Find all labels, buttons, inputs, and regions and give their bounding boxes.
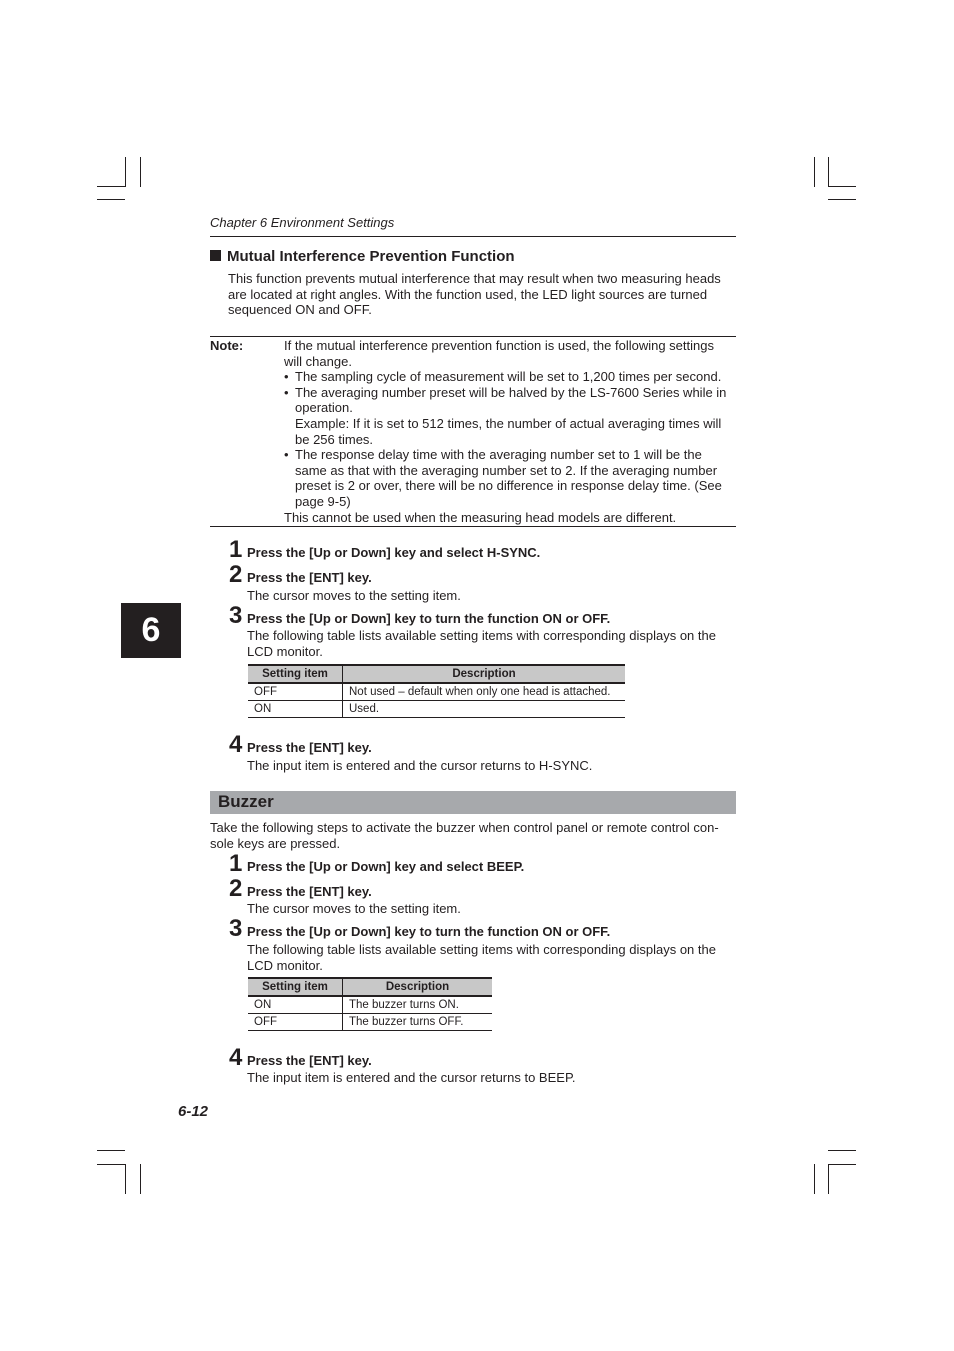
step-number: 4: [229, 731, 243, 758]
table-header-cell: Setting item: [248, 665, 343, 683]
table-header-row: [248, 978, 492, 996]
buzzer-intro: [210, 820, 736, 851]
note-bullet-line: Example: If it is set to 512 times, the number of actual averaging times will: [295, 415, 722, 431]
table-row: [248, 683, 625, 701]
step-title: Press the [ENT] key.: [247, 884, 372, 899]
step-description: The cursor moves to the setting item.: [247, 588, 461, 603]
bullet-icon: •: [284, 369, 289, 385]
note-bullet-line: The averaging number preset will be halved by the LS-7600 Series while in: [295, 384, 727, 400]
table-header-cell: Description: [343, 665, 626, 683]
step-description: The input item is entered and the cursor returns to BEEP.: [247, 1070, 576, 1085]
table-cell: Not used – default when only one head is attached.: [343, 683, 626, 701]
table-row: [248, 701, 625, 718]
step-title: Press the [ENT] key.: [247, 570, 372, 585]
step-title: Press the [Up or Down] key to turn the function ON or OFF.: [247, 611, 611, 626]
note-bullet-line: be 256 times.: [295, 431, 374, 447]
step-number: 1: [229, 850, 243, 877]
crop-mark: [828, 1164, 829, 1194]
note-bullet-line: The sampling cycle of measurement will be set to 1,200 times per second.: [295, 369, 722, 385]
step-description: The cursor moves to the setting item.: [247, 901, 461, 916]
table-cell: The buzzer turns ON.: [343, 996, 493, 1014]
table-row: [248, 996, 492, 1014]
step-description: [247, 942, 737, 973]
note-bullet-line: same as that with the averaging number set to 2. If the averaging number: [295, 462, 718, 478]
step-title: Press the [ENT] key.: [247, 1053, 372, 1068]
step-number: 4: [229, 1044, 243, 1071]
crop-mark: [828, 1150, 856, 1151]
step-number: 1: [229, 536, 243, 563]
note-bullet: [284, 447, 734, 509]
crop-mark: [828, 199, 856, 200]
crop-mark: [97, 1150, 125, 1151]
square-bullet-icon: [210, 250, 221, 261]
crop-mark: [97, 1164, 125, 1165]
buzzer-title: Buzzer: [218, 792, 274, 811]
note-label: Note:: [210, 338, 244, 353]
table-cell: OFF: [248, 1014, 343, 1031]
chapter-tab: 6: [121, 603, 181, 658]
step-description-line: LCD monitor.: [247, 957, 323, 973]
step-description-line: LCD monitor.: [247, 643, 323, 659]
note-top-rule: [210, 336, 736, 337]
note-lead-line: will change.: [284, 353, 352, 369]
note-bullet: [284, 385, 734, 447]
section-intro: [228, 271, 738, 318]
section-title-text: Mutual Interference Prevention Function: [227, 248, 515, 265]
note-bullet: [284, 369, 734, 385]
crop-mark: [97, 199, 125, 200]
step-number: 3: [229, 915, 243, 942]
crop-mark: [828, 157, 829, 187]
intro-line: Take the following steps to activate the buzzer when control panel or remote control con-: [210, 820, 719, 835]
page-number: 6-12: [178, 1103, 209, 1120]
step-number: 2: [229, 875, 243, 902]
note-bullet-list: [284, 369, 734, 509]
table-cell: The buzzer turns OFF.: [343, 1014, 493, 1031]
step-title: Press the [Up or Down] key and select BEEP.: [247, 859, 525, 874]
intro-line: are located at right angles. With the function used, the LED light sources are turned: [228, 286, 708, 302]
note-bullet-line: page 9-5): [295, 493, 351, 509]
crop-mark: [814, 1164, 815, 1194]
note-lead-line: If the mutual interference prevention function is used, the following settings: [284, 338, 714, 353]
crop-mark: [97, 186, 125, 187]
step-title: Press the [ENT] key.: [247, 740, 372, 755]
step-description: The input item is entered and the cursor returns to H-SYNC.: [247, 758, 593, 773]
crop-mark: [828, 1164, 856, 1165]
header-rule: [210, 236, 736, 237]
chapter-header: Chapter 6 Environment Settings: [210, 215, 395, 230]
hsync-settings-table: [248, 664, 625, 718]
step-description-line: The following table lists available setting items with corresponding displays on the: [247, 628, 716, 643]
table-cell: Used.: [343, 701, 626, 718]
note-body: [284, 338, 734, 525]
step-description: [247, 628, 737, 659]
crop-mark: [828, 186, 856, 187]
crop-mark: [125, 1164, 126, 1194]
intro-line: This function prevents mutual interference that may result when two measuring heads: [228, 271, 721, 286]
bullet-icon: •: [284, 384, 289, 400]
step-number: 2: [229, 561, 243, 588]
note-footer: This cannot be used when the measuring head models are different.: [284, 509, 677, 525]
note-bottom-rule: [210, 526, 736, 527]
note-bullet-line: preset is 2 or over, there will be no difference in response delay time. (See: [295, 478, 722, 494]
buzzer-settings-table: [248, 977, 492, 1031]
intro-line: sequenced ON and OFF.: [228, 302, 372, 318]
step-number: 3: [229, 602, 243, 629]
note-bullet-line: The response delay time with the averaging number set to 1 will be the: [295, 447, 702, 463]
intro-line: sole keys are pressed.: [210, 835, 341, 851]
bullet-icon: •: [284, 447, 289, 463]
table-header-cell: Description: [343, 978, 493, 996]
crop-mark: [814, 157, 815, 187]
table-header-row: [248, 665, 625, 683]
step-description-line: The following table lists available setting items with corresponding displays on the: [247, 942, 716, 957]
crop-mark: [140, 157, 141, 187]
buzzer-banner: [210, 791, 736, 814]
table-header-cell: Setting item: [248, 978, 343, 996]
table-cell: OFF: [248, 683, 343, 701]
crop-mark: [125, 157, 126, 187]
step-title: Press the [Up or Down] key and select H-SYNC.: [247, 545, 541, 560]
step-title: Press the [Up or Down] key to turn the function ON or OFF.: [247, 924, 611, 939]
note-bullet-line: operation.: [295, 400, 353, 416]
table-cell: ON: [248, 701, 343, 718]
section-title: [210, 248, 515, 265]
table-row: [248, 1014, 492, 1031]
crop-mark: [140, 1164, 141, 1194]
table-cell: ON: [248, 996, 343, 1014]
